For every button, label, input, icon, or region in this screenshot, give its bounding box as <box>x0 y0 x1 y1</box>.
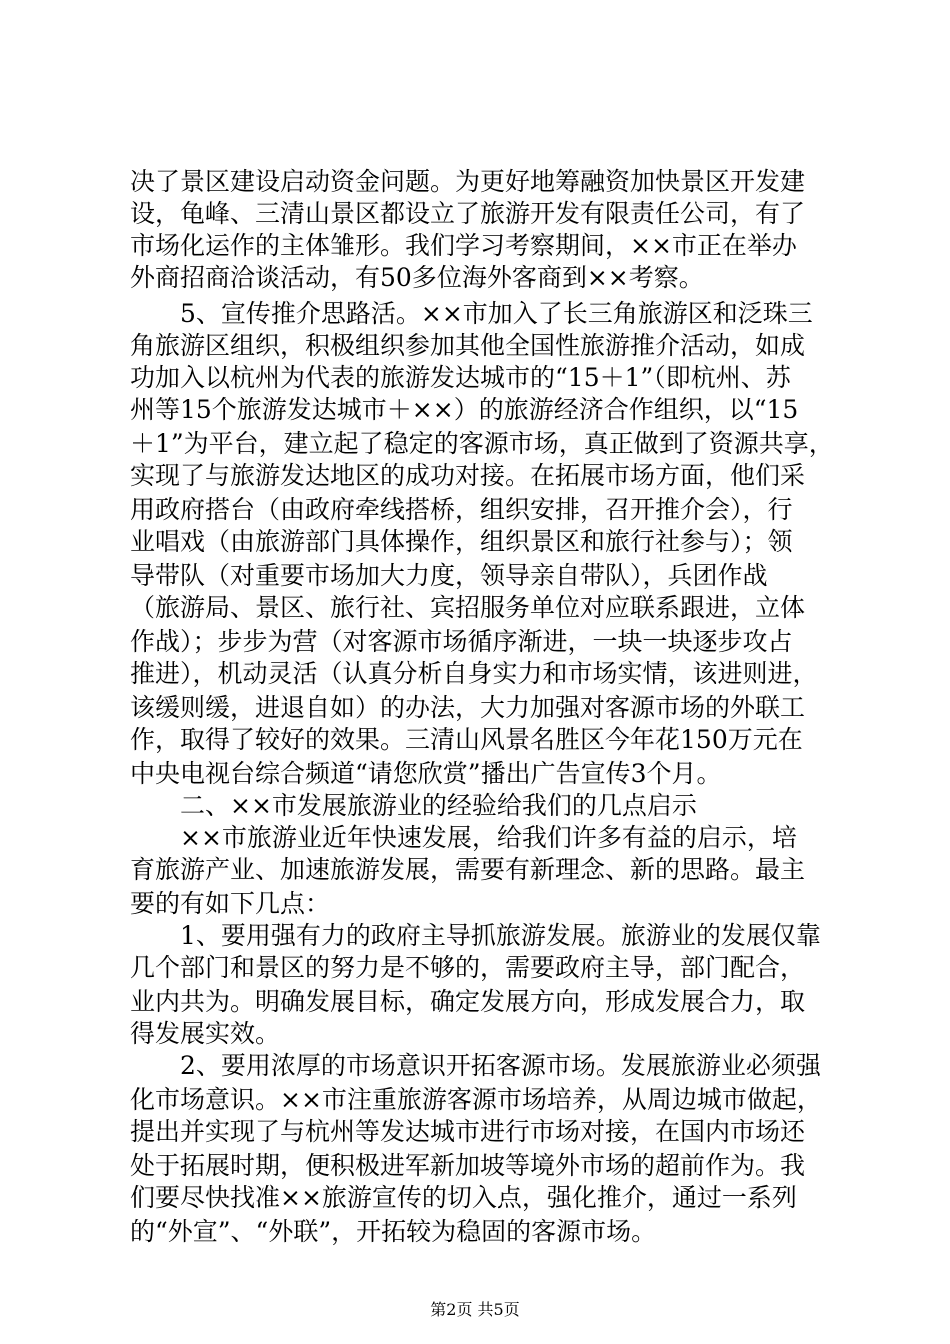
text-line: 州等15个旅游发达城市＋××）的旅游经济合作组织，以“15 <box>130 395 799 424</box>
text-line: 用政府搭台（由政府牵线搭桥，组织安排，召开推介会），行 <box>130 495 793 524</box>
text-line: 提出并实现了与杭州等发达城市进行市场对接，在国内市场还 <box>130 1117 806 1146</box>
text-line: 业内共为。明确发展目标，确定发展方向，形成发展合力，取 <box>130 987 806 1016</box>
text-line: 们要尽快找准××旅游宣传的切入点，强化推介，通过一系列 <box>130 1183 797 1212</box>
text-line: 2、要用浓厚的市场意识开拓客源市场。发展旅游业必须强 <box>130 1051 821 1080</box>
text-line: 二、××市发展旅游业的经验给我们的几点启示 <box>130 791 697 820</box>
text-line: 几个部门和景区的努力是不够的，需要政府主导，部门配合， <box>130 953 806 982</box>
text-line: （旅游局、景区、旅行社、宾招服务单位对应联系跟进，立体 <box>130 593 806 622</box>
text-line: 中央电视台综合频道“请您欣赏”播出广告宣传3个月。 <box>130 759 722 788</box>
text-line: 要的有如下几点： <box>130 889 331 918</box>
text-line: 角旅游区组织，积极组织参加其他全国性旅游推介活动，如成 <box>130 331 806 360</box>
text-line: ××市旅游业近年快速发展，给我们许多有益的启示，培 <box>130 823 797 852</box>
text-line: 育旅游产业、加速旅游发展，需要有新理念、新的思路。最主 <box>130 855 806 884</box>
page-number: 第2页 共5页 <box>430 1300 520 1319</box>
text-line: 设，龟峰、三清山景区都设立了旅游开发有限责任公司，有了 <box>130 199 806 228</box>
text-line: 导带队（对重要市场加大力度，领导亲自带队），兵团作战 <box>130 561 768 590</box>
text-line: ＋1”为平台，建立起了稳定的客源市场，真正做到了资源共享， <box>130 429 834 458</box>
text-line: 作，取得了较好的效果。三清山风景名胜区今年花150万元在 <box>130 725 803 754</box>
text-line: 处于拓展时期，便积极进军新加坡等境外市场的超前作为。我 <box>130 1151 806 1180</box>
text-line: 5、宣传推介思路活。××市加入了长三角旅游区和泛珠三 <box>130 299 813 328</box>
text-line: 该缓则缓，进退自如）的办法，大力加强对客源市场的外联工 <box>130 693 806 722</box>
text-line: 的“外宣”、“外联”，开拓较为稳固的客源市场。 <box>130 1217 657 1246</box>
text-line: 得发展实效。 <box>130 1019 281 1048</box>
text-line: 市场化运作的主体雏形。我们学习考察期间，××市正在举办 <box>130 231 797 260</box>
text-line: 1、要用强有力的政府主导抓旅游发展。旅游业的发展仅靠 <box>130 921 821 950</box>
text-line: 业唱戏（由旅游部门具体操作，组织景区和旅行社参与）；领 <box>130 527 793 556</box>
text-line: 决了景区建设启动资金问题。为更好地筹融资加快景区开发建 <box>130 167 806 196</box>
text-line: 作战）；步步为营（对客源市场循序渐进，一块一块逐步攻占 <box>130 627 793 656</box>
text-line: 化市场意识。××市注重旅游客源市场培养，从周边城市做起， <box>130 1085 822 1114</box>
text-line: 功加入以杭州为代表的旅游发达城市的“15＋1”（即杭州、苏 <box>130 363 791 392</box>
text-line: 实现了与旅游发达地区的成功对接。在拓展市场方面，他们采 <box>130 461 806 490</box>
text-line: 推进），机动灵活（认真分析自身实力和市场实情，该进则进， <box>130 659 818 688</box>
text-line: 外商招商洽谈活动，有50多位海外客商到××考察。 <box>130 263 704 292</box>
